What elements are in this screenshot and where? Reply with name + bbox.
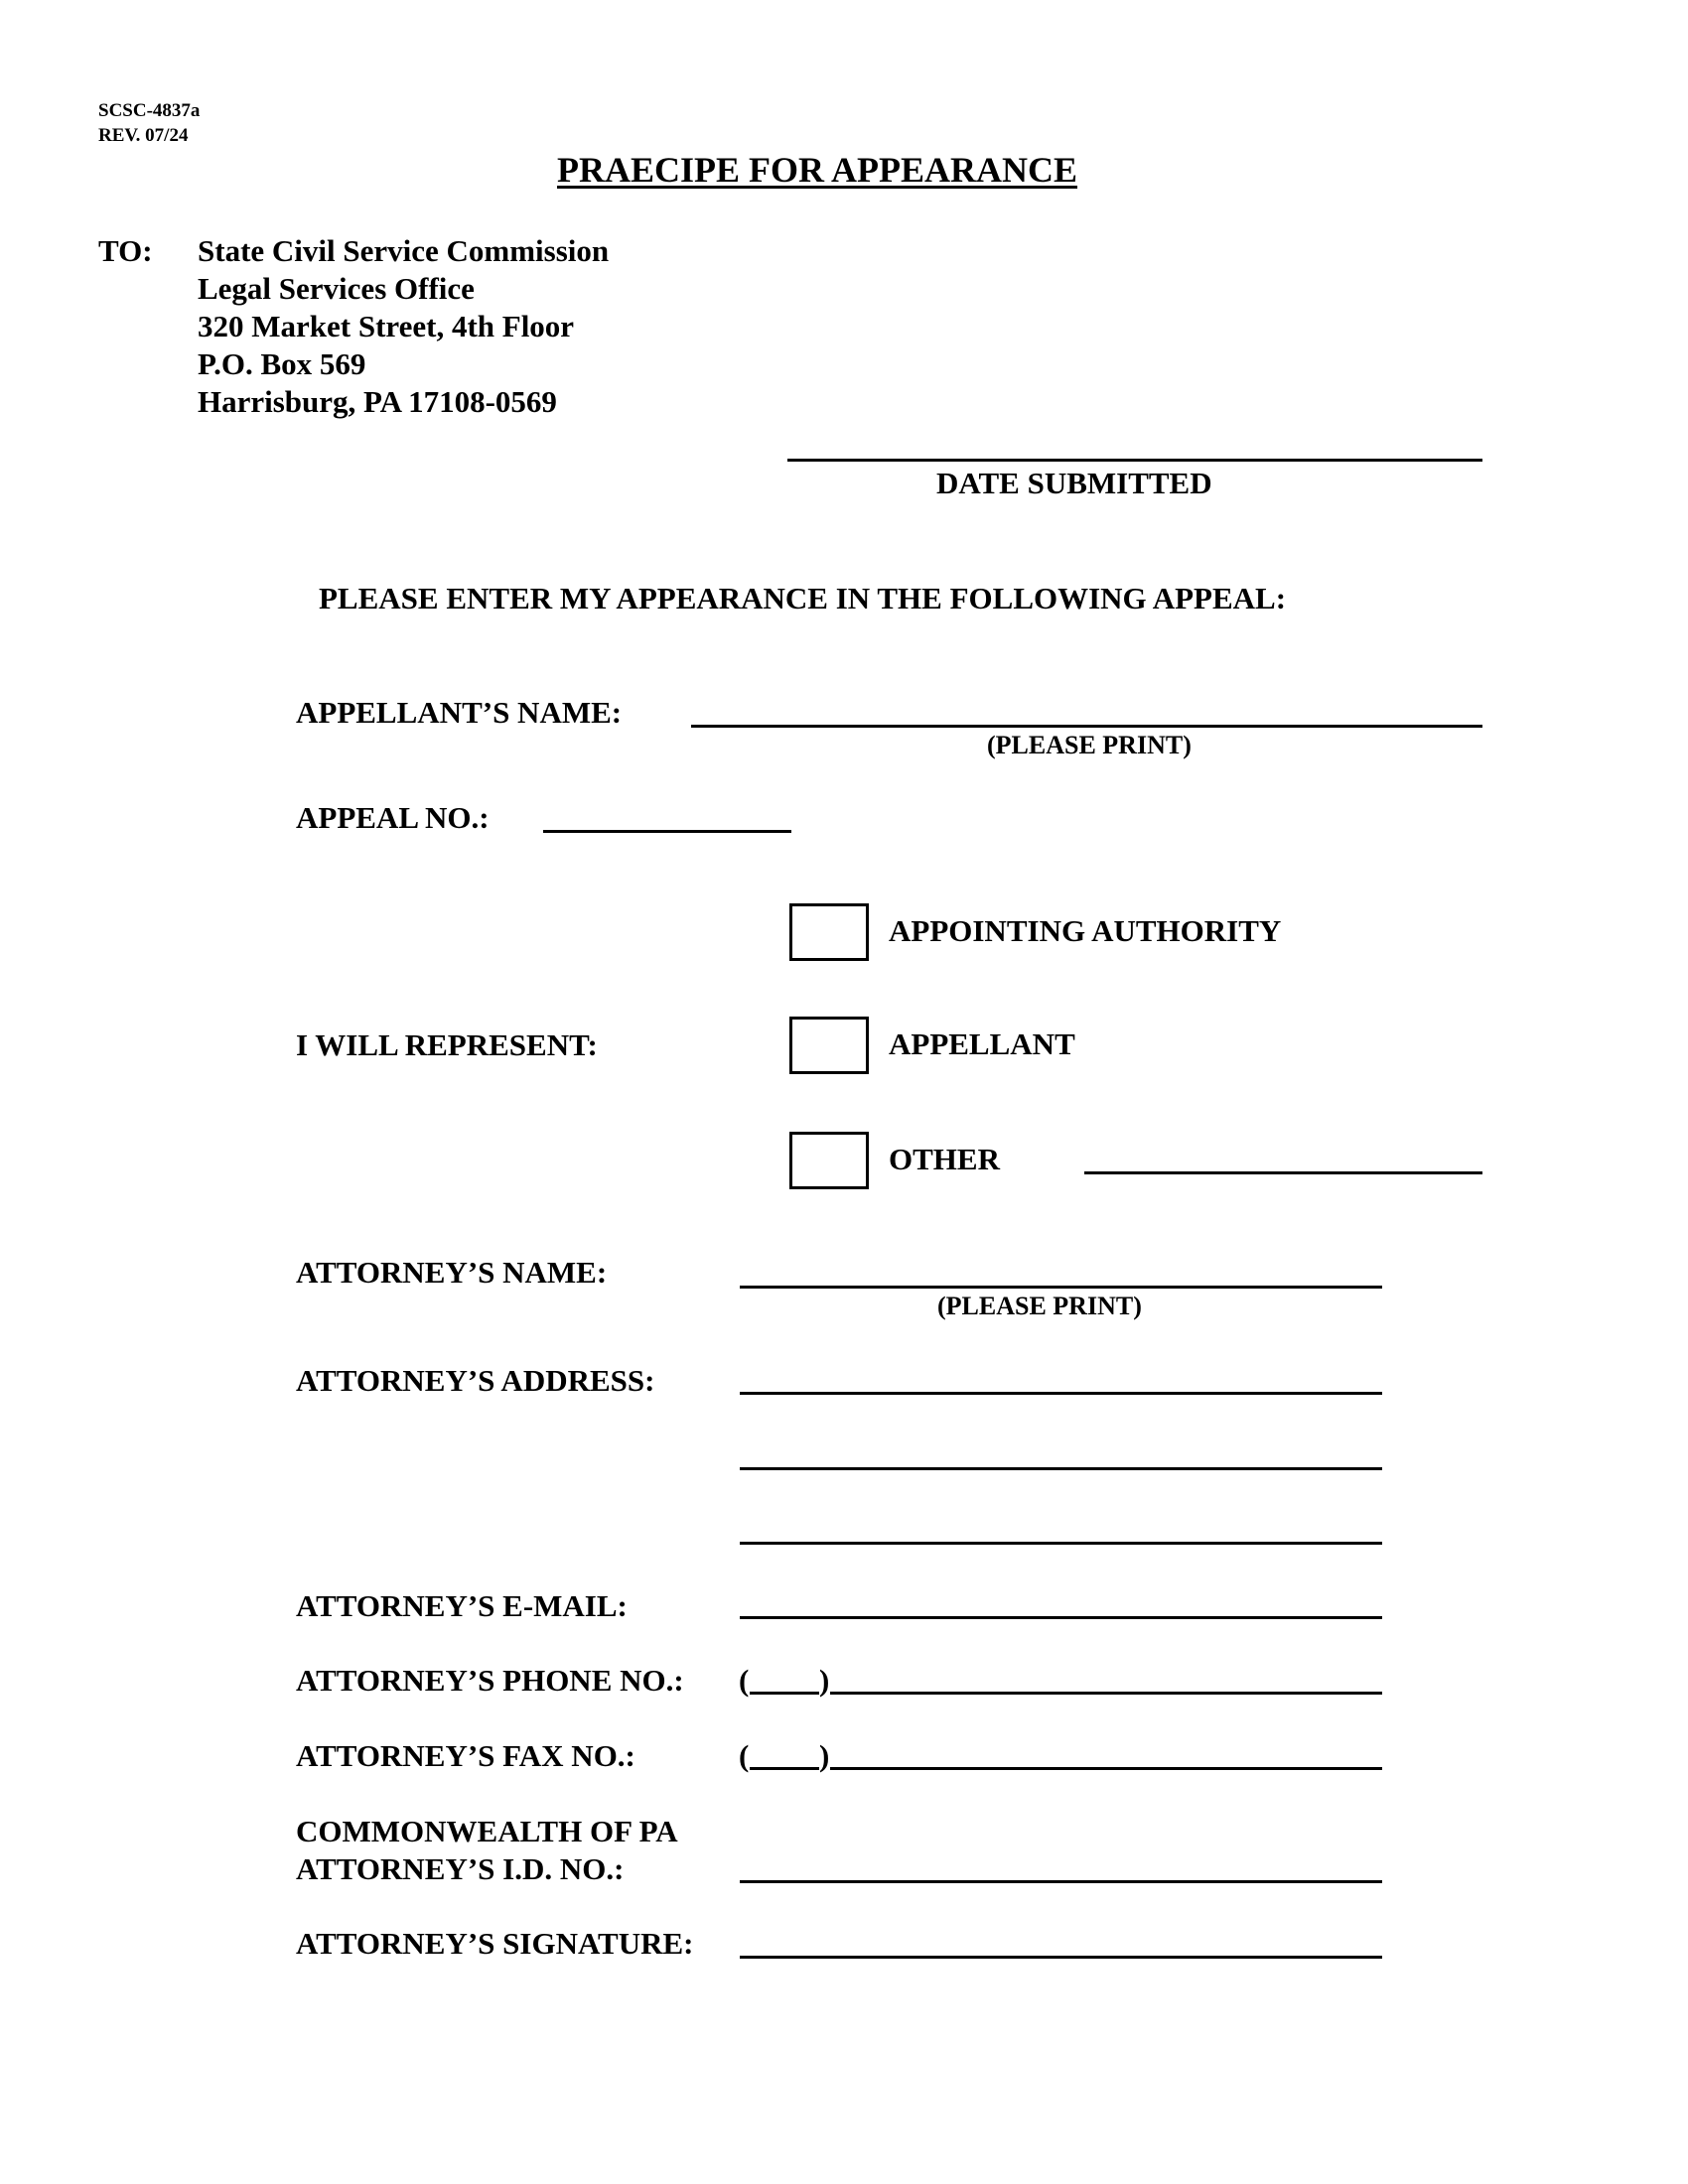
fax-area-close: ) xyxy=(819,1738,830,1773)
appearance-instruction: PLEASE ENTER MY APPEARANCE IN THE FOLLOWING APPEAL: xyxy=(319,581,1287,615)
to-label: TO: xyxy=(98,233,153,268)
fax-area-open: ( xyxy=(739,1738,750,1773)
address-line-3: 320 Market Street, 4th Floor xyxy=(198,309,575,343)
option-label-other: OTHER xyxy=(889,1142,1000,1176)
other-specify-line[interactable] xyxy=(1084,1171,1482,1174)
attorney-id-line[interactable] xyxy=(740,1880,1382,1883)
attorney-name-label: ATTORNEY’S NAME: xyxy=(296,1255,608,1290)
attorney-address-line-2[interactable] xyxy=(740,1467,1382,1470)
attorney-id-label-line2: ATTORNEY’S I.D. NO.: xyxy=(296,1851,625,1886)
attorney-id-label-line1: COMMONWEALTH OF PA xyxy=(296,1814,678,1848)
appellant-name-label: APPELLANT’S NAME: xyxy=(296,695,623,730)
attorney-signature-label: ATTORNEY’S SIGNATURE: xyxy=(296,1926,694,1961)
attorney-email-label: ATTORNEY’S E-MAIL: xyxy=(296,1588,628,1623)
form-id: SCSC-4837a xyxy=(98,100,201,121)
page-title: PRAECIPE FOR APPEARANCE xyxy=(557,150,1078,190)
attorney-name-line[interactable] xyxy=(740,1286,1382,1289)
attorney-print-hint: (PLEASE PRINT) xyxy=(937,1292,1142,1320)
date-submitted-line[interactable] xyxy=(787,459,1482,462)
appellant-print-hint: (PLEASE PRINT) xyxy=(987,731,1192,759)
phone-area-open: ( xyxy=(739,1663,750,1698)
address-line-4: P.O. Box 569 xyxy=(198,346,366,381)
option-label-appointing-authority: APPOINTING AUTHORITY xyxy=(889,913,1282,948)
checkbox-other[interactable] xyxy=(789,1132,869,1189)
option-label-appellant: APPELLANT xyxy=(889,1026,1075,1061)
date-submitted-label: DATE SUBMITTED xyxy=(936,466,1212,500)
address-line-5: Harrisburg, PA 17108-0569 xyxy=(198,384,557,419)
appeal-no-label: APPEAL NO.: xyxy=(296,800,490,835)
attorney-address-line-3[interactable] xyxy=(740,1542,1382,1545)
address-line-1: State Civil Service Commission xyxy=(198,233,610,268)
phone-area-close: ) xyxy=(819,1663,830,1698)
attorney-address-line-1[interactable] xyxy=(740,1392,1382,1395)
attorney-email-line[interactable] xyxy=(740,1616,1382,1619)
checkbox-appellant[interactable] xyxy=(789,1017,869,1074)
address-line-2: Legal Services Office xyxy=(198,271,475,306)
attorney-signature-line[interactable] xyxy=(740,1956,1382,1959)
fax-area-code-line[interactable] xyxy=(750,1767,819,1770)
phone-area-code-line[interactable] xyxy=(750,1692,819,1695)
form-revision: REV. 07/24 xyxy=(98,125,189,146)
checkbox-appointing-authority[interactable] xyxy=(789,903,869,961)
phone-number-line[interactable] xyxy=(830,1692,1382,1695)
attorney-phone-label: ATTORNEY’S PHONE NO.: xyxy=(296,1663,684,1698)
appeal-no-line[interactable] xyxy=(543,830,791,833)
represent-label: I WILL REPRESENT: xyxy=(296,1027,598,1062)
attorney-address-label: ATTORNEY’S ADDRESS: xyxy=(296,1363,655,1398)
fax-number-line[interactable] xyxy=(830,1767,1382,1770)
appellant-name-line[interactable] xyxy=(691,725,1482,728)
attorney-fax-label: ATTORNEY’S FAX NO.: xyxy=(296,1738,635,1773)
